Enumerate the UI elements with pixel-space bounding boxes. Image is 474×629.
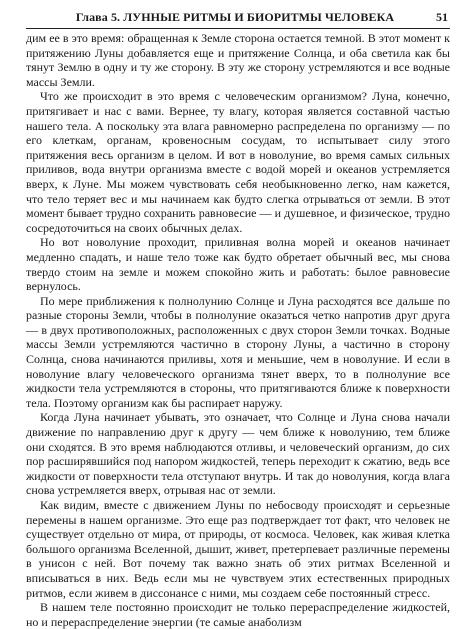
paragraph: Но вот новолуние проходит, приливная волна морей и океанов начинает медленно спадать, и наше тело тоже как будто обретает обычный вес, мы снова твердо стоим на земле и можем спокойно жить и работать: былое равновесие вернулось. (26, 235, 450, 294)
paragraph: Что же происходит в это время с человеческим организмом? Луна, конечно, притягивает и нас с вами. Вернее, ту влагу, которая является составной частью нашего тела. А поскольку эта влага равномерно распределена по организму — по его клеткам, органам, кровеносным сосудам, то испытывает силу этого притяжения весь организм в целом. И вот в новолуние, во время самых сильных приливов, вода внутри организма вместе с водой морей и океанов устремляется вверх, к Луне. Мы можем чувствовать себя необыкновенно легко, нам кажется, что тело теряет вес и мы начинаем как будто слегка отрываться от земли. В этот момент бывает трудно сохранить равновесие — и душевное, и физическое, трудно сосредоточиться на своих обычных делах. (26, 89, 450, 235)
book-page (26, 10, 450, 629)
paragraph: По мере приближения к полнолунию Солнце и Луна расходятся все дальше по разные стороны Земли, чтобы в полнолуние оказаться четко напротив друг друга — в двух противоположных, расположенных с двух сторон Земли точках. Водные массы Земли устремляются частично в сторону Луны, а частично в сторону Солнца, снова начинаются приливы, хотя и меньшие, чем в новолуние. И если в новолуние влагу человеческого организма тянет вверх, то в полнолуние все жидкости тела устремляются в стороны, что притягиваются ближе к поверхности тела. Поэтому организм как бы распирает наружу. (26, 293, 450, 410)
page-number: 51 (436, 10, 448, 24)
running-header (26, 10, 450, 29)
body-text (26, 31, 450, 629)
paragraph: Как видим, вместе с движением Луны по небосводу происходят и серьезные перемены в нашем организме. Это еще раз подтверждает тот факт, что человек не существует отдельно от мира, от природы, от космоса. Человек, как живая клетка большого организма Вселенной, дышит, живет, претерпевает различные перемены в унисон с ней. Вот почему так важно знать об этих ритмах Вселенной и вписываться в них. Ведь если мы не чувствуем этих естественных природных ритмов, если живем в диссонансе с ними, мы создаем себе постоянный стресс. (26, 498, 450, 600)
paragraph: дим ее в это время: обращенная к Земле сторона остается темной. В этот момент к притяжению Луны добавляется еще и притяжение Солнца, и оба светила как бы тянут Землю в одну и ту же сторону. В эту же сторону устремляются и все водные массы Земли. (26, 31, 450, 89)
paragraph: В нашем теле постоянно происходит не только перераспределение жидкостей, но и перераспределение энергии (те самые анаболизм (26, 600, 450, 629)
chapter-title: Глава 5. ЛУННЫЕ РИТМЫ И БИОРИТМЫ ЧЕЛОВЕКА (75, 10, 395, 24)
paragraph: Когда Луна начинает убывать, это означает, что Солнце и Луна снова начали движение по направлению друг к другу — чем ближе к новолунию, тем ближе они сходятся. В это время наблюдаются отливы, и человеческий организм, до сих пор расширявшийся под напором жидкостей, теперь переходит к сжатию, ведь все жидкости от поверхности тела отступают внутрь. И так до новолуния, когда влага снова устремляется вверх, отрывая нас от земли. (26, 410, 450, 498)
